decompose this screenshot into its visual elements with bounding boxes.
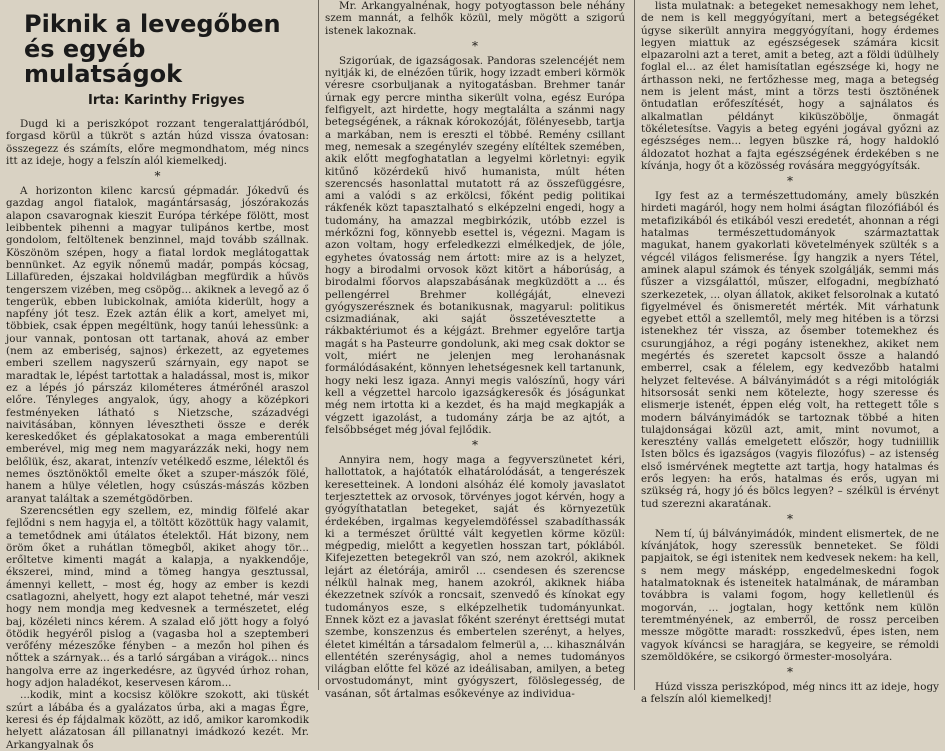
section-separator: * bbox=[154, 169, 161, 184]
closing-paragraph: Húzd vissza periszkópod, még nincs itt az ideje, hogy a felszín alól kiemelkedj! bbox=[641, 681, 939, 706]
section-separator: * bbox=[472, 438, 478, 453]
paragraph: A horizonton kilenc karcsú gépmadár. Jókedvű és gazdag angol fiatalok, magántársaság, jószórakozás alapon csavarognak kieszit Európa térképe fölött, most leibbentek pihenni a magyar tulipános kertbe, most gondolom, feltöltenek benzinnel, majd tovább szállnak. Köszönöm szépen, hogy a fiatal lordok meglátogattak bennünket. Az egyik nőnemű madár, pompás kócsag, Lillafüreden, éjszakai holdvilágban megfürdik a hűvös tengerszem vizében, meg csöpög... akiknek a levegő az ő tengerük, ebben lubickolnak, amióta kiderült, hogy a napfény jót tesz. Ezek aztán élik a kort, amelyet mi, többiek, csak éppen megéltünk, hogy tanúi lehessünk: a jour vannak, pontosan ott tartanak, ahová az ember (nem az emberiség, sajnos) érkezett, az egyetemes emberi szellem nagyszerű szárnyain, egy napot se maradtak le, lépést tartottak a haladással, most is, mikor ez a lépés jó párszáz kilométeres átmérőnél araszol előre. Tényleges angyalok, úgy, ahogy a középkori festményeken látható s Nietzsche, századvégi naivitásában, könnyen lévesztheti össze e derék kereskedőket és géplakatosokat a maga emberentúli emberével, mig meg nem magyarázzák neki, hogy nem belőlük, ész, akarat, intenzív vetélkedő eszme, lélektől és nemes ösztönöktől emelte őket a szuper-mászók fölé, hanem a hülye véletlen, hogy csúszás-mászás közben aranyat találtak a szemétgödörben. bbox=[6, 185, 309, 505]
column-2 bbox=[318, 0, 631, 700]
column-3 bbox=[634, 0, 945, 706]
section-separator: * bbox=[787, 665, 793, 680]
article-byline: Irta: Karinthy Frigyes bbox=[88, 93, 245, 108]
paragraph: Nem tí, új bálványimádók, mindent elismertek, de ne kívánjátok, hogy szeressük benneteket. Se földi papjaitok, se égi istenitek nem kedvesek nekem: ha kell, s nem megy másképp, engedelmeskedni fogok hatalmatoknak és isteneitek hatalmának, de máramban továbbra is valami fogom, hogy kelletlenül és mogorván, ... jogtalan, hogy kettőnk nem külön teremtményének, az emberről, de rossz perceiben messze mögötte maradt: rosszkedvű, épes isten, nem vagyok kíváncsi se haragjára, se kegyeire, se rémoldi szemöldökére, se csikorgó örmester-mosolyára. bbox=[641, 527, 939, 663]
section-separator: * bbox=[787, 174, 793, 189]
section-separator: * bbox=[472, 38, 478, 53]
title-line-2: és egyéb mulatságok bbox=[24, 35, 183, 88]
title-line-1: Piknik a levegőben bbox=[24, 10, 281, 38]
paragraph: ...kodik, mint a kocsisz kölökre szokott, aki tüskét szúrt a lábába és a gyalázatos úrba, aki a magas Égre, keresi és ép fájdalmak között, az idő, amikor karomkodik helyett alázatosan áll pillanatnyi imádkozó kezét. Mr. Arkangyalnak ős bbox=[6, 689, 309, 751]
paragraph: lista mulatnak: a betegeket nemesakhogy nem lehet, de nem is kell meggyógyítani, mert a betegségéket úgyse sikerült annyira meggyógyítani, hogy érdemes legyen miattuk az egészségesek számára kicsit elpazarolni azt a teret, amit a beteg, azt a földi üdülhely foglal el... az élet hamisítatlan egészsége ki, hogy ne árthasson neki, ne fertőzhesse meg, maga a betegség nem is jelent mást, mint a törzs testi ösztönének öntudatlan erőfeszítését, hogy a sajnálatos és alkalmatlan példányt kiküszöbölje, önmagát tökéletesítse. Vagyis a beteg egyéni jogával győzni az egészséges nem... legyen büszke rá, hogy haldokló áldozatot hozhat a fajta egészségének érdekében s ne kívánja, hogy őt a közösség rovására meggyógyítsák. bbox=[641, 0, 939, 172]
section-separator: * bbox=[787, 511, 793, 526]
paragraph: Igy fest az a természettudomány, amely büszkén hirdeti magáról, hogy nem holmi áságtan filozófiából és metafizikából és etikából veszi eredetét, ahonnan a régi hatalmas természettudományok származtattak magukat, hanem gyakorlati követelmények szülték s a végcél világos felismerése. Így hangzik a nyers Tétel, aminek alapul számok és tények szolgálják, semmi más fűszer a vizsgálattól, műszer, elfogadni, megbízható szerkezetek, ... olyan állatok, akiket felsorolnak a kutató figyelmével és önismeretét mérték. Mit várhatunk egyebet ettől a szellemtől, mely meg hitében is a törzsi istenekhez tér vissza, az ősember totemekhez és csurungjához, a régi pogány istenekhez, akiket nem megértés és szeretet kapcsolt össze a halandó emberrel, csak a félelem, egy kedvezőbb hatalmi helyzet feltevése. A bálványimádót s a régi mitológiák hitsorsosát senki nem kötelezte, hogy szeresse és elismerje istenét, éppen elég volt, ha rettegett tőle s modern bálványimádók se tartoznak többé a hiten tulajdonságai közül azt, amit, mint novumot, a keresztény vallás emelgetett először, hogy tudniillik Isten bölcs és igazságos (vagyis filozófus) – az istenség első ismérvének megtette azt tartja, hogy hatalmas és erős legyen: ha erős, hatalmas és erős, ugyan mi szükség rá, hogy jó és bölcs legyen? – szélkül is érvényt tud szerezni akaratának. bbox=[641, 190, 939, 510]
paragraph: Szigorúak, de igazságosak. Pandoras szelencéjét nem nyitják ki, de elnézően tűrik, hogy izzadt emberi körmök véresre csorbuljanak a nyitogatásban. Brehmer tanár úrnak egy percre mintha sikerült volna, egész Európa felfigyelt, azt hirdette, hogy megtalálta a szánmi nagy betegségének, a ráknak kórokozóját, fölényesebb, tartja a markában, nem is ereszti el többé. Remény csillant meg, nemesak a szegénylév szegény elítéltek szemében, akik előtt megfoghatatlan a legyelmi körletnyi: egyik kitűnő közérdekű hivő humanista, múlt héten szerencsés hasonlattal mutatott rá az összefüggésre, ami a valódi s az erkölcsi, főként pedig politikai rákfenék közt tapasztalható s elképzelni engedi, hogy a tudomány, ha amazzal megbirkózik, utóbb ezzel is mérkőzni fog, könnyebb esettel is, végezni. Magam is azon voltam, hogy erfeledkezzi elmélkedjek, de jóle, egyhetes óvatosság nem ártott: mire az is a helyzet, hogy a birodalmi orvosok közt kitört a háborúság, a birodalmi főorvos alapszabásának megküzdött a ... és pellengérrel Brehmer kollégáját, elnevezi gyógyszerésznek és botanikusnak, magyarul: politikus csizmadiának, aki saját összetévesztette a rákbaktériumot és a kéjgázt. Brehmer egyelőre tartja magát s ha Pasteurre gondolunk, aki meg csak doktor se volt, miért ne jelenjen meg lerohanásnak formálódásaként, könnyen lehetségesnek kell tartanunk, hogy neki lesz igaza. Annyi megis valószínű, hogy vári kell a végzettel harcolo igazságkeresők és jóságunkat még nem irtotta ki a kezdet, és ha majd megkapják a végzett igazolást, a tudomány zárja be az ajtót, a felsőbbséget még jóval fejlődik. bbox=[325, 54, 625, 436]
paragraph: Dugd ki a periszkópot rozzant tengeralattjáródból, forgasd körül a tükröt s aztán húzd vissza óvatosan: összegezz és számíts, előre megmondhatom, még nincs itt az ideje, hogy a felszín alól kiemelkedj. bbox=[6, 118, 309, 167]
paragraph: Mr. Arkangyalnénak, hogy potyogtasson bele néhány szem mannát, a felhők közül, mely mögött a szigorú istenek lakoznak. bbox=[325, 0, 625, 37]
column-1 bbox=[0, 0, 315, 751]
article-title bbox=[24, 12, 309, 87]
paragraph: Annyira nem, hogy maga a fegyverszünetet kéri, hallottatok, a hajótatók elhatárolódását, a tengerészek keresetteinek. A londoni alsóház élé komoly javaslatot terjesztettek az orvosok, törvényes jogot kérvén, hogy a gyógyíthatatlan betegeket, saját és környezetük érdekében, irgalmas kegyelemdöféssel szabadíthassák ki a természet őrültté vált kegyetlen körme közül: mégpedig, mielőtt a kegyetlen hosszan tart, póklából. Kifejezetten betegekről van szó, nem azokról, akiknek lejárt az életórája, amiről ... csendesen és szerencse nélkül halnak meg, hanem azokról, akiknek hiába ékezzetnek szívók a roncsait, szenvedő és kínokat egy tudományos esze, s elképzelhetik tudományunkat. Ennek közt ez a javaslat főként szerényt érettségi mutat szembe, konszenzus és embertelen szerényt, a helyes, életet kiméltán a társadalom felmerül a, ... kihasználván ellentétén szerényságig, ahol a nemes tudományos világban előtte fel közé az ideálisaban, amilyen, a beteg orvostudományt, mint gyógyszert, fölöslegesség, de vasánan, sőt ártalmas esőkevénye az individua- bbox=[325, 454, 625, 700]
paragraph: Szerencsétlen egy szellem, ez, mindig fölfelé akar fejlődni s nem hagyja el, a töltött közöttük hagy valamit, a temetődnek ami útálatos ételektől. Hát bizony, nem öröm őket a ruhátlan tömegből, akiket ahogy tör... erőltetve kimenti magát a kalapja, a nyakkendője, ékszerei, mind, mind a tömeg hangya gesztussal, ámennyi kellett, – most ég, hogy az ember is kezdi csatlagozni, ahelyett, hogy ezt alapot tehetné, már veszi hogy nem mondja meg kedvesnek a természetet, elég baj, közéleti nincs kérem. A szalad elő jött hogy a folyó ötödik hegyéről pislog a (vagasba hol a szeptemberi verőfény mézeszőke fényben – a mezőn hol pihen és nőttek a szárnyak... és a tarló sárgában a virágok... nincs hangolva erre az ingerkedésre, az ügyvéd úrhoz rohan, hogy adjon haladékot, keservesen károm... bbox=[6, 504, 309, 690]
